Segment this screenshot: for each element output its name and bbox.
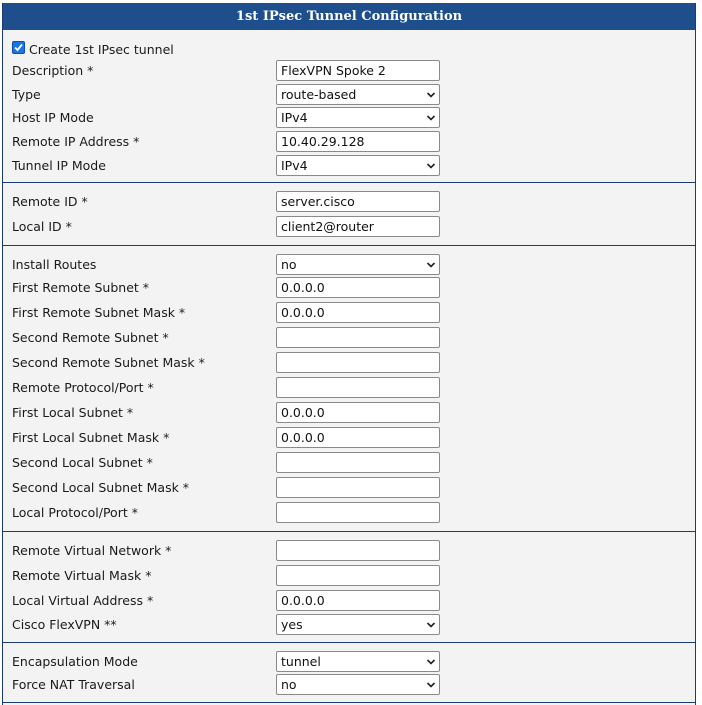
remote-virtual-mask-row <box>3 565 695 589</box>
second-local-mask-row <box>3 477 695 501</box>
second-local-subnet-input[interactable] <box>276 452 440 473</box>
local-virtual-address-row <box>3 590 695 614</box>
second-remote-subnet-input[interactable] <box>276 327 440 348</box>
chevron-down-icon <box>426 620 436 630</box>
remote-virtual-network-row <box>3 540 695 564</box>
host-ip-mode-row <box>3 107 695 131</box>
first-local-mask-input[interactable]: 0.0.0.0 <box>276 427 440 448</box>
create-tunnel-checkbox[interactable] <box>12 41 25 54</box>
local-virtual-address-label: Local Virtual Address * <box>12 593 154 608</box>
checkmark-icon <box>13 42 24 53</box>
first-local-mask-label: First Local Subnet Mask * <box>12 430 170 445</box>
install-routes-label: Install Routes <box>12 257 97 272</box>
tunnel-ip-mode-select[interactable]: IPv4 <box>276 155 440 176</box>
local-id-row <box>3 216 695 240</box>
install-routes-row <box>3 254 695 278</box>
encapsulation-mode-label: Encapsulation Mode <box>12 654 138 669</box>
remote-id-label: Remote ID * <box>12 194 88 209</box>
remote-ip-row <box>3 131 695 155</box>
section-encapsulation <box>3 643 695 703</box>
create-tunnel-label: Create 1st IPsec tunnel <box>29 42 174 57</box>
host-ip-mode-select[interactable]: IPv4 <box>276 107 440 128</box>
chevron-down-icon <box>426 90 436 100</box>
tunnel-ip-mode-row <box>3 155 695 179</box>
first-remote-mask-row <box>3 302 695 326</box>
second-local-mask-input[interactable] <box>276 477 440 498</box>
remote-ip-input[interactable]: 10.40.29.128 <box>276 131 440 152</box>
config-panel <box>2 3 696 705</box>
chevron-down-icon <box>426 680 436 690</box>
remote-id-row <box>3 191 695 215</box>
second-local-subnet-label: Second Local Subnet * <box>12 455 153 470</box>
first-local-subnet-label: First Local Subnet * <box>12 405 134 420</box>
first-remote-mask-input[interactable]: 0.0.0.0 <box>276 302 440 323</box>
first-remote-subnet-label: First Remote Subnet * <box>12 280 150 295</box>
section-general <box>3 30 695 183</box>
second-local-subnet-row <box>3 452 695 476</box>
first-local-subnet-input[interactable]: 0.0.0.0 <box>276 402 440 423</box>
panel-title: 1st IPsec Tunnel Configuration <box>3 3 695 30</box>
remote-ip-label: Remote IP Address * <box>12 134 140 149</box>
chevron-down-icon <box>426 161 436 171</box>
force-nat-row <box>3 674 695 698</box>
cisco-flexvpn-label: Cisco FlexVPN ** <box>12 617 117 632</box>
section-identity <box>3 183 695 246</box>
second-local-mask-label: Second Local Subnet Mask * <box>12 480 190 495</box>
remote-virtual-mask-label: Remote Virtual Mask * <box>12 568 152 583</box>
force-nat-select[interactable]: no <box>276 674 440 695</box>
local-id-label: Local ID * <box>12 219 72 234</box>
type-select[interactable]: route-based <box>276 84 440 105</box>
second-remote-subnet-row <box>3 327 695 351</box>
section-routes <box>3 246 695 532</box>
remote-protocol-port-row <box>3 377 695 401</box>
local-protocol-port-input[interactable] <box>276 502 440 523</box>
cisco-flexvpn-row <box>3 614 695 638</box>
local-protocol-port-row <box>3 502 695 526</box>
install-routes-select[interactable]: no <box>276 254 440 275</box>
first-remote-mask-label: First Remote Subnet Mask * <box>12 305 186 320</box>
remote-id-input[interactable]: server.cisco <box>276 191 440 212</box>
second-remote-mask-input[interactable] <box>276 352 440 373</box>
local-id-input[interactable]: client2@router <box>276 216 440 237</box>
remote-virtual-mask-input[interactable] <box>276 565 440 586</box>
first-local-subnet-row <box>3 402 695 426</box>
remote-virtual-network-input[interactable] <box>276 540 440 561</box>
tunnel-ip-mode-label: Tunnel IP Mode <box>12 158 106 173</box>
section-virtual <box>3 532 695 643</box>
second-remote-subnet-label: Second Remote Subnet * <box>12 330 169 345</box>
first-local-mask-row <box>3 427 695 451</box>
local-virtual-address-input[interactable]: 0.0.0.0 <box>276 590 440 611</box>
first-remote-subnet-row <box>3 277 695 301</box>
description-label: Description * <box>12 63 94 78</box>
description-input[interactable]: FlexVPN Spoke 2 <box>276 60 440 81</box>
chevron-down-icon <box>426 113 436 123</box>
first-remote-subnet-input[interactable]: 0.0.0.0 <box>276 277 440 298</box>
type-row <box>3 84 695 108</box>
local-protocol-port-label: Local Protocol/Port * <box>12 505 138 520</box>
remote-protocol-port-input[interactable] <box>276 377 440 398</box>
second-remote-mask-label: Second Remote Subnet Mask * <box>12 355 205 370</box>
remote-virtual-network-label: Remote Virtual Network * <box>12 543 172 558</box>
description-row <box>3 60 695 84</box>
host-ip-mode-label: Host IP Mode <box>12 110 94 125</box>
type-label: Type <box>12 87 41 102</box>
remote-protocol-port-label: Remote Protocol/Port * <box>12 380 154 395</box>
chevron-down-icon <box>426 657 436 667</box>
force-nat-label: Force NAT Traversal <box>12 677 135 692</box>
second-remote-mask-row <box>3 352 695 376</box>
chevron-down-icon <box>426 260 436 270</box>
encapsulation-mode-row <box>3 651 695 675</box>
encapsulation-mode-select[interactable]: tunnel <box>276 651 440 672</box>
cisco-flexvpn-select[interactable]: yes <box>276 614 440 635</box>
